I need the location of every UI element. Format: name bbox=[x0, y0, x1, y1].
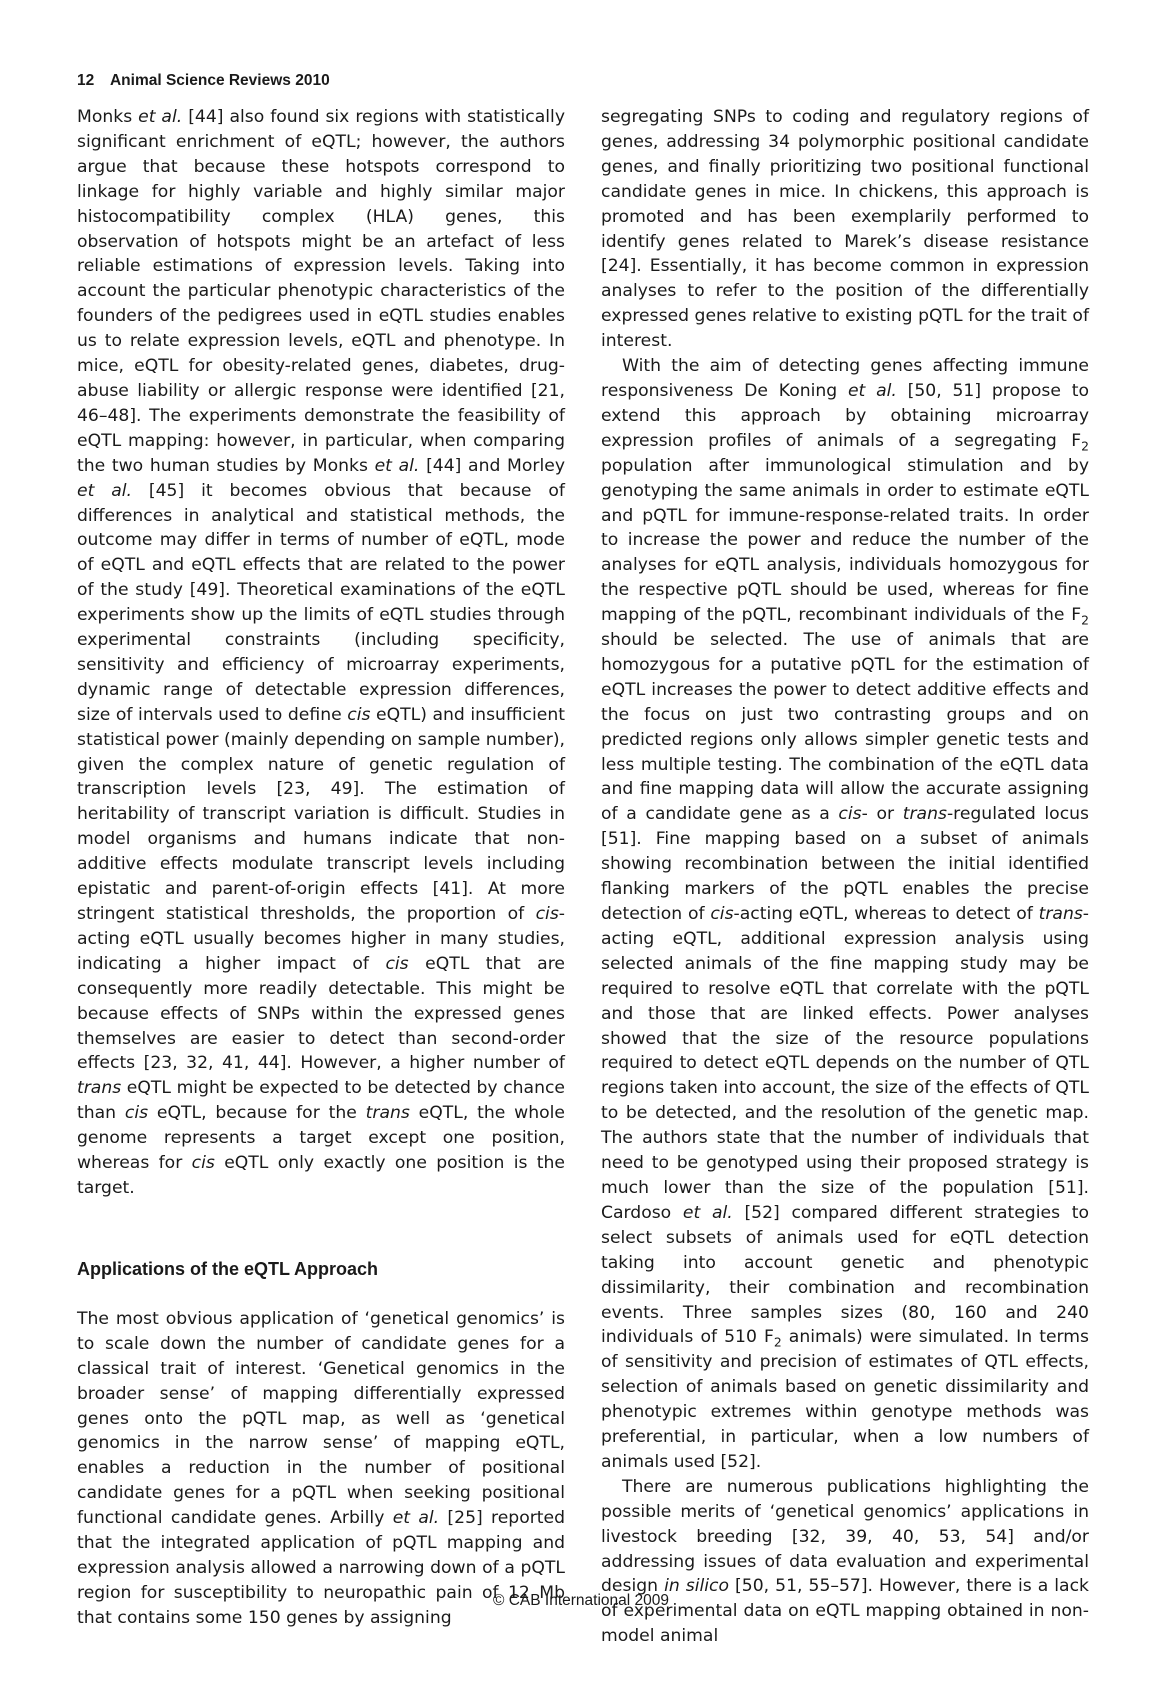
section-heading: Applications of the eQTL Approach bbox=[77, 1258, 379, 1279]
paragraph-segregating-snps: segregating SNPs to coding and regulatory regions of genes, addressing 34 polymorphic positional candidate genes, and finally prioritizing two positional functional candidate genes in mice. In chickens, this approach is promoted and has been exemplarily performed to identify genes related to Marek’s disease resistance [24]. Essentially, it has become common in expression analyses to refer to the position of the differentially expressed genes relative to existing pQTL for the trait of interest. bbox=[601, 107, 1089, 352]
running-head bbox=[77, 72, 330, 90]
left-column bbox=[77, 105, 565, 1631]
paragraph-immune-responsiveness: With the aim of detecting genes affecting immune responsiveness De Koning et al. [50, 51] propose to extend this approach by obtaining microarray expression profiles of animals of a segregating $F_2$ population after immunological stimulation and by genotyping the same animals in order to estimate eQTL and pQTL for immune-response-related traits. In order to increase the power and reduce the number of the analyses for eQTL analysis, individuals homozygous for the respective pQTL should be used, whereas for fine mapping of the pQTL, recombinant individuals of the $F_2$ should be selected. The use of animals that are homozygous for a putative pQTL for the estimation of eQTL increases the power to detect additive effects and the focus on just two contrasting groups and on predicted regions only allows simpler genetic tests and less multiple testing. The combination of the eQTL data and fine mapping data will allow the accurate assigning of a candidate gene as a cis- or trans-regulated locus [51]. Fine mapping based on a subset of animals showing recombination between the initial identified flanking markers of the pQTL enables the precise detection of cis-acting eQTL, whereas to detect of trans-acting eQTL, additional expression analysis using selected animals of the fine mapping study may be required to resolve eQTL that correlate with the pQTL and those that are linked effects. Power analyses showed that the size of the resource populations required to detect eQTL depends on the number of QTL regions taken into account, the size of the effects of QTL to be detected, and the resolution of the genetic map. The authors state that the number of individuals that need to be genotyped using their proposed strategy is much lower than the size of the population [51]. Cardoso et al. [52] compared different strategies to select subsets of animals used for eQTL detection taking into account genetic and phenotypic dissimilarity, their combination and recombination events. Three samples sizes (80, 160 and 240 individuals of 510 $F_2$ animals) were simulated. In terms of sensitivity and precision of estimates of QTL effects, selection of animals based on genetic dissimilarity and phenotypic extremes within genotype methods was preferential, in particular, when a low numbers of animals used [52]. bbox=[601, 356, 1089, 1472]
paragraph-applications: The most obvious application of ‘genetical genomics’ is to scale down the number of candidate genes for a classical trait of interest. ‘Genetical genomics in the broader sense’ of mapping differentially expressed genes onto the pQTL map, as well as ‘genetical genomics in the narrow sense’ of mapping eQTL, enables a reduction in the number of positional candidate genes for a pQTL when seeking positional functional candidate genes. Arbilly et al. [25] reported that the integrated application of pQTL mapping and expression analysis allowed a narrowing down of a pQTL region for susceptibility to neuropathic pain of 12 Mb that contains some 150 genes by assigning bbox=[77, 1308, 565, 1628]
page-number: 12 bbox=[77, 72, 95, 89]
paragraph-hotspots: Monks et al. [44] also found six regions with statistically significant enrichment of eQTL; however, the authors argue that because these hotspots correspond to linkage for highly variable and highly similar major histocompatibility complex (HLA) genes, this observation of hotspots might be an artefact of less reliable estimations of expression levels. Taking into account the particular phenotypic characteristics of the founders of the pedigrees used in eQTL studies enables us to relate expression levels, eQTL and phenotype. In mice, eQTL for obesity-related genes, diabetes, drug-abuse liability or allergic response were identified [21, 46–48]. The experiments demonstrate the feasibility of eQTL mapping: however, in particular, when comparing the two human studies by Monks et al. [44] and Morley et al. [45] it becomes obvious that because of differences in analytical and statistical methods, the outcome may differ in terms of number of eQTL, mode of eQTL and eQTL effects that are related to the power of the study [49]. Theoretical examinations of the eQTL experiments show up the limits of eQTL studies through experimental constraints (including specificity, sensitivity and efficiency of microarray experiments, dynamic range of detectable expression differences, size of intervals used to define cis eQTL) and insufficient statistical power (mainly depending on sample number), given the complex nature of genetic regulation of transcription levels [23, 49]. The estimation of heritability of transcript variation is difficult. Studies in model organisms and humans indicate that non-additive effects modulate transcript levels including epistatic and parent-of-origin effects [41]. At more stringent statistical thresholds, the proportion of cis-acting eQTL usually becomes higher in many studies, indicating a higher impact of cis eQTL that are consequently more readily detectable. This might be because effects of SNPs within the expressed genes themselves are easier to detect than second-order effects [23, 32, 41, 44]. However, a higher number of trans eQTL might be expected to be detected by chance than cis eQTL, because for the trans eQTL, the whole genome represents a target except one position, whereas for cis eQTL only exactly one position is the target. bbox=[77, 107, 565, 1198]
copyright-footer: © CAB International 2009 bbox=[492, 1592, 669, 1609]
journal-title: Animal Science Reviews 2010 bbox=[109, 72, 330, 89]
paragraph-publications: There are numerous publications highlighting the possible merits of ‘genetical genomics’ applications in livestock breeding [32, 39, 40, 53, 54] and/or addressing issues of data evaluation and experimental design in silico [50, 51, 55–57]. However, there is a lack of experimental data on eQTL mapping obtained in non-model animal bbox=[601, 1476, 1089, 1647]
right-column bbox=[601, 105, 1089, 1649]
